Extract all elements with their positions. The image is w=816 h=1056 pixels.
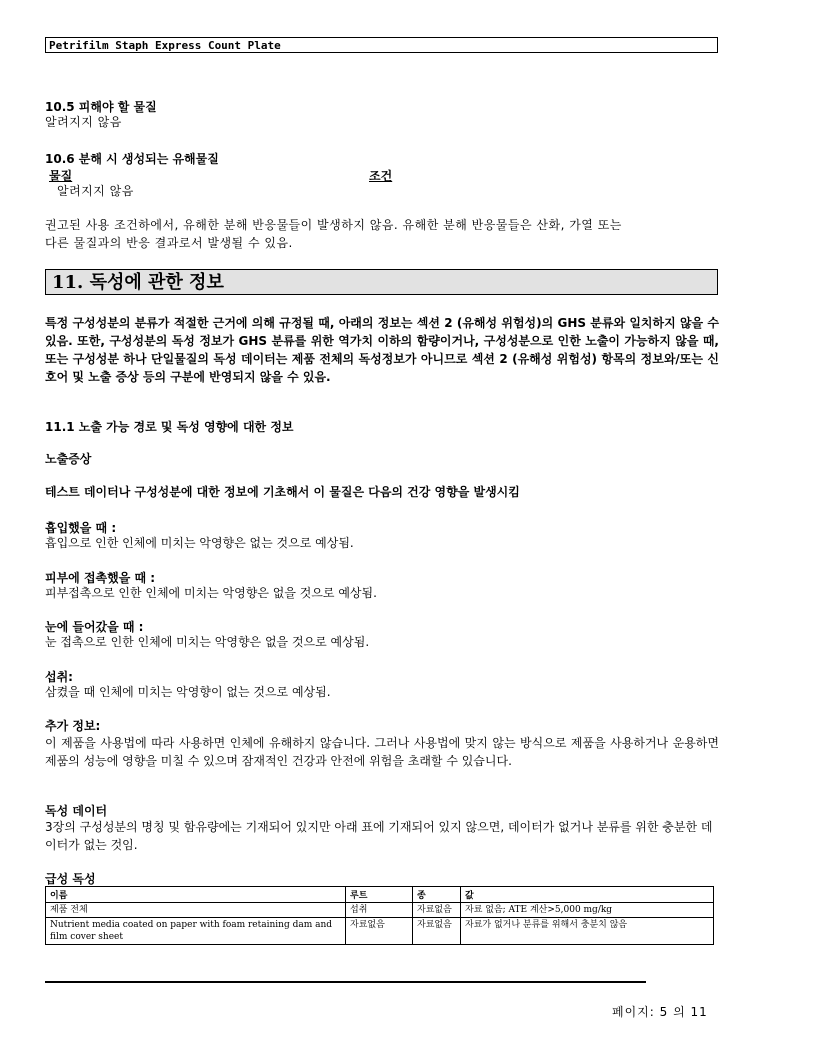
- toxicity-data-title: 독성 데이터: [45, 804, 108, 818]
- decomposition-note-line-2: 다른 물질과의 반응 결과로서 발생될 수 있음.: [45, 236, 293, 250]
- document-header: Petrifilm Staph Express Count Plate: [45, 37, 718, 53]
- skin-contact-body: 피부접촉으로 인한 인체에 미치는 악영향은 없을 것으로 예상됨.: [45, 586, 377, 600]
- decomposition-value: 알려지지 않음: [57, 184, 134, 198]
- ingestion-body: 삼켰을 때 인체에 미치는 악영향이 없는 것으로 예상됨.: [45, 685, 331, 699]
- section-11-1-title: 11.1 노출 가능 경로 및 독성 영향에 대한 정보: [45, 420, 294, 434]
- table-row: [46, 918, 714, 945]
- skin-contact-title: 피부에 접촉했을 때 :: [45, 571, 156, 585]
- additional-info-body: 이 제품을 사용법에 따라 사용하면 인체에 유해하지 않습니다. 그러나 사용법에 맞지 않는 방식으로 제품을 사용하거나 운용하면 제품의 성능에 영향을 미칠 수 있으며 잠재적인 건강과 안전에 위험을 초래할 수 있습니다.: [45, 736, 719, 768]
- header-route: 루트: [346, 887, 413, 903]
- decomposition-note-line-1: 권고된 사용 조건하에서, 유해한 분해 반응물들이 발생하지 않음. 유해한 분해 반응물들은 산화, 가열 또는: [45, 218, 622, 232]
- section-11-title: 11. 독성에 관한 정보: [45, 269, 718, 295]
- footer-divider: [45, 981, 646, 983]
- section-10-6-title: 10.6 분해 시 생성되는 유해물질: [45, 152, 219, 166]
- ingestion-title: 섭취:: [45, 670, 73, 684]
- table-header-row: [46, 887, 714, 903]
- page-number: 페이지: 5 의 11: [612, 1005, 708, 1019]
- column-condition: 조건: [369, 169, 393, 183]
- eye-contact-title: 눈에 들어갔을 때 :: [45, 620, 144, 634]
- header-species: 종: [413, 887, 461, 903]
- inhalation-body: 흡입으로 인한 인체에 미치는 악영향은 없는 것으로 예상됨.: [45, 536, 354, 550]
- header-value: 값: [461, 887, 714, 903]
- acute-toxicity-table: [45, 886, 714, 945]
- cell-species: 자료없음: [413, 918, 461, 945]
- cell-value: 자료가 없거나 분류를 위해서 충분치 않음: [461, 918, 714, 945]
- column-substance: 물질: [49, 169, 73, 183]
- cell-route: 섭취: [346, 903, 413, 918]
- additional-info-title: 추가 정보:: [45, 719, 101, 733]
- symptoms-intro: 테스트 데이터나 구성성분에 대한 정보에 기초해서 이 물질은 다음의 건강 영향을 발생시킴: [45, 485, 520, 499]
- table-row: [46, 903, 714, 918]
- section-10-5-body: 알려지지 않음: [45, 115, 122, 129]
- inhalation-title: 흡입했을 때 :: [45, 521, 117, 535]
- symptoms-title: 노출증상: [45, 452, 92, 466]
- cell-species: 자료없음: [413, 903, 461, 918]
- section-11-intro: 특정 구성성분의 분류가 적절한 근거에 의해 규정될 때, 아래의 정보는 섹션 2 (유해성 위험성)의 GHS 분류와 일치하지 않을 수 있음. 또한, 구성성분의 독성 정보가 GHS 분류를 위한 역가치 이하의 함량이거나, 구성성분으로 인한 노출이 가능하지 않을 때, 또는 구성성분 하나 단일물질의 독성 데이터는 제품 전체의 독성정보가 아니므로 섹션 2 (유해성 위험성) 항목의 정보와/또는 신호어 및 노출 증상 등의 구분에 반영되지 않을 수 있음.: [45, 316, 719, 384]
- section-10-5-title: 10.5 피해야 할 물질: [45, 100, 157, 114]
- cell-value: 자료 없음; ATE 계산>5,000 mg/kg: [461, 903, 714, 918]
- cell-route: 자료없음: [346, 918, 413, 945]
- header-name: 이름: [46, 887, 346, 903]
- acute-toxicity-title: 급성 독성: [45, 872, 96, 886]
- eye-contact-body: 눈 접촉으로 인한 인체에 미치는 악영향은 없을 것으로 예상됨.: [45, 635, 370, 649]
- cell-name: 제품 전체: [46, 903, 346, 918]
- toxicity-data-body: 3장의 구성성분의 명칭 및 함유량에는 기재되어 있지만 아래 표에 기재되어 있지 않으면, 데이터가 없거나 분류를 위한 충분한 데이터가 없는 것임.: [45, 820, 713, 852]
- cell-name: Nutrient media coated on paper with foam retaining dam and film cover sheet: [46, 918, 346, 945]
